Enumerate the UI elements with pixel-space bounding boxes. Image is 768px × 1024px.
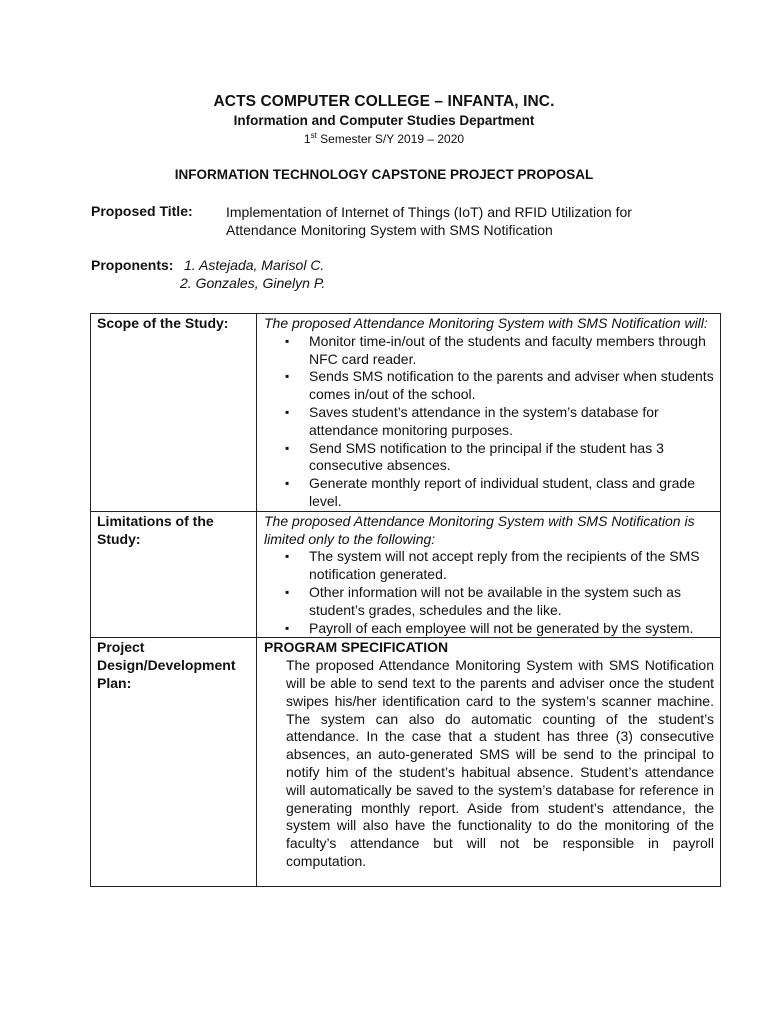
semester-line (0, 132, 768, 146)
limitations-intro: The proposed Attendance Monitoring System with SMS Notification is limited only to the following: (264, 512, 695, 547)
proposal-heading: INFORMATION TECHNOLOGY CAPSTONE PROJECT PROPOSAL (174, 167, 594, 182)
list-item: ▪ The system will not accept reply from the recipients of the SMS notification generated. (309, 548, 716, 584)
proposal-table (90, 313, 721, 887)
program-specification-body: The proposed Attendance Monitoring System with SMS Notification will be able to send text to the parents and adviser once the student swipes his/her identification card to the system’s scanner machine. The system can also do automatic counting of the student’s attendance. In the case that a student has three (3) consecutive absences, an auto-generated SMS will be send to the principal to notify him of the student’s habitual absence. Student’s attendance will automatically be saved to the system’s database for reference in generating monthly report. Aside from student’s attendance, the system will also have the functionality to do the monitoring of the faculty’s attendance but will not be responsible in payroll computation. (286, 657, 714, 869)
proponent-item: 1. Astejada, Marisol C. (184, 257, 325, 273)
college-name: ACTS COMPUTER COLLEGE – INFANTA, INC. (213, 93, 555, 110)
program-specification-heading: PROGRAM SPECIFICATION (264, 639, 449, 656)
semester-number: 1 (303, 132, 311, 146)
table-row (91, 638, 721, 887)
list-item: ▪ Monitor time-in/out of the students and faculty members through NFC card reader. (309, 333, 716, 369)
limitations-list (264, 548, 716, 637)
list-item: ▪ Generate monthly report of individual student, class and grade level. (309, 475, 716, 511)
semester-suffix: st (310, 131, 317, 140)
plan-content (257, 638, 721, 887)
scope-list (264, 333, 716, 511)
scope-label: Scope of the Study: (91, 314, 257, 512)
plan-label: Project Design/Development Plan: (91, 638, 257, 887)
list-item: ▪ Payroll of each employee will not be generated by the system. (309, 620, 716, 638)
scope-intro: The proposed Attendance Monitoring System with SMS Notification will: (264, 315, 708, 331)
list-item: ▪ Sends SMS notification to the parents and adviser when students comes in/out of the school. (309, 368, 716, 404)
proposed-title-value: Implementation of Internet of Things (IoT) and RFID Utilization for Attendance Monitoring System with SMS Notification (226, 204, 632, 238)
limitations-label: Limitations of the Study: (91, 511, 257, 638)
scope-content (257, 314, 721, 512)
department-name: Information and Computer Studies Department (233, 113, 535, 128)
list-item: ▪ Saves student’s attendance in the system’s database for attendance monitoring purposes. (309, 404, 716, 440)
table-row (91, 314, 721, 512)
proponent-item: 2. Gonzales, Ginelyn P. (180, 275, 326, 291)
list-item: ▪ Other information will not be available in the system such as student’s grades, schedules and the like. (309, 584, 716, 620)
table-row (91, 511, 721, 638)
list-item: ▪ Send SMS notification to the principal if the student has 3 consecutive absences. (309, 440, 716, 476)
semester-text: Semester S/Y 2019 – 2020 (316, 132, 465, 146)
proposed-title-label: Proposed Title: (91, 203, 193, 219)
limitations-content (257, 511, 721, 638)
proponents-label: Proponents: (91, 257, 174, 273)
